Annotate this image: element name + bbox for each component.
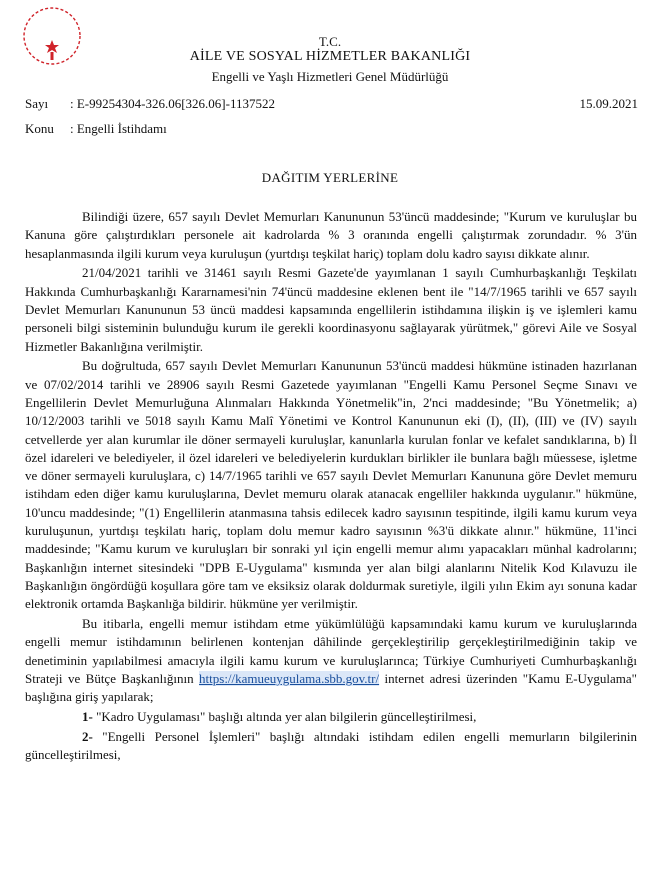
list-item-2 [25, 728, 637, 765]
list-item-1-text: "Kadro Uygulaması" başlığı altında yer alan bilgilerin güncelleştirilmesi, [92, 709, 477, 725]
konu-value: : Engelli İstihdamı [70, 121, 167, 136]
paragraph-2: 21/04/2021 tarihli ve 31461 sayılı Resmi Gazete'de yayımlanan 1 sayılı Cumhurbaşkanlığı Teşkilatı Hakkında Cumhurbaşkanlığı Kararnamesi'nin 74'üncü maddesine eklenen bent ile "14/7/1965 tarihli ve 657 sayılı Devlet Memurları Kanununun 53 üncü maddesi kapsamında engellilerin istihdamına ilişkin iş ve işlemleri kamu personeli bilgi sisteminin bulunduğu kurum ile gerekli koordinasyonu sağlayarak yürütmek," görevi Aile ve Sosyal Hizmetler Bakanlığına verilmiştir. [25, 265, 637, 354]
list-item-1-number: 1- [82, 709, 93, 725]
list-item-2-number: 2- [82, 728, 93, 744]
sayi-value: : E-99254304-326.06[326.06]-1137522 [70, 96, 275, 111]
paragraph-4-text: Bu itibarla, engelli memur istihdam etme yükümlülüğü kapsamındaki kamu kurum ve kuruluşlarında engelli memur istihdamının belirlenen kontenjan dâhilinde gerçekleştirilip gerçekleştirilmediğinin takip ve denetiminin yapılabilmesi amacıyla ilgili kamu kurum ve kuruluşlarınca; Türkiye Cumhuriyeti Cumhurbaşkanlığı Strateji ve Bütçe Başkanlığının [25, 616, 637, 686]
sayi-label: Sayı [25, 96, 49, 111]
paragraph-4 [25, 615, 637, 706]
directorate-name: Engelli ve Yaşlı Hizmetleri Genel Müdürlüğü [211, 69, 449, 84]
list-item-1 [25, 708, 637, 726]
paragraph-1: Bilindiği üzere, 657 sayılı Devlet Memurları Kanununun 53'üncü maddesinde; "Kurum ve kuruluşlar bu Kanuna göre çalıştırdıkları personele ait kadrolarda % 3 oranında engelli çalıştırmak zorundadır. % 3'ün hesaplanmasında ilgili kurum veya kuruluşun (yurtdışı teşkilat hariç) toplam dolu kadro sayısı dikkate alınır. [25, 209, 637, 261]
list-item-2-text: "Engelli Personel İşlemleri" başlığı altındaki istihdam edilen engelli memurların bilgilerinin güncelleştirilmesi, [25, 728, 637, 763]
document-date: 15.09.2021 [579, 96, 638, 111]
ministry-name: AİLE VE SOSYAL HİZMETLER BAKANLIĞI [189, 49, 471, 64]
header-tc: T.C. [318, 34, 342, 49]
document-body [25, 208, 637, 766]
konu-label: Konu [25, 121, 54, 136]
paragraph-4-text-end: internet adresi üzerinden "Kamu E-Uygulama" başlığına giriş yapılarak; [25, 670, 637, 705]
distribution-heading: DAĞITIM YERLERİNE [261, 170, 399, 185]
kamu-euygulama-link[interactable]: https://kamueuygulama.sbb.gov.tr/ [199, 670, 380, 686]
paragraph-3: Bu doğrultuda, 657 sayılı Devlet Memurları Kanununun 53'üncü maddesi hükmüne istinaden hazırlanan ve 07/02/2014 tarihli ve 28906 sayılı Resmi Gazetede yayımlanan "Engelli Kamu Personel Seçme Sınavı ve Engellilerin Devlet Memurluğuna Alınmaları Hakkında Yönetmelik"in, 2'nci maddesinde; "Bu Yönetmelik; a) 10/12/2003 tarihli ve 5018 sayılı Kamu Malî Yönetimi ve Kontrol Kanununun eki (I), (II), (III) ve (IV) sayılı cetvellerde yer alan kurumlar ile döner sermayeli kuruluşlar, kanunlarla kurulan fonlar ve kefalet sandıklarına, b) İl özel idareleri ve belediyeler, il özel idareleri ve belediyelerin kurdukları birlikler ile bunlara bağlı müessese, işletme ve döner sermayeli kuruluşlara, c) 14/7/1965 tarihli ve 657 sayılı Devlet Memurları Kanununa göre Devlet memuru istihdam eden diğer kamu kuruluşlarına, Devlet memuru olarak atanacak engelliler hakkında uygulanır." hükmüne, 10'uncu maddesinde; "(1) Engellilerin atanmasına tahsis edilecek kadro sayısının tespitinde, ilgili kamu kurum veya kuruluşunun, yurtdışı teşkilatı hariç, toplam dolu memur kadro sayısının %3'ü dikkate alınır." hükmüne, 11'inci maddesinde; "Kamu kurum ve kuruluşları bir sonraki yıl için engelli memur alımı yapacakları münhal kadrolarını; Başkanlığın internet sitesindeki "DPB E-Uygulama" kısmında yer alan bilgi alanlarını Nitelik Kod Kılavuzu ile Başkanlığın öngördüğü koşullara göre tam ve eksiksiz olarak doldurmak suretiyle, ilgili yılın Ekim ayı sonuna kadar elektronik ortamda Başkanlığa bildirir. hükmüne yer verilmiştir. [25, 358, 637, 612]
